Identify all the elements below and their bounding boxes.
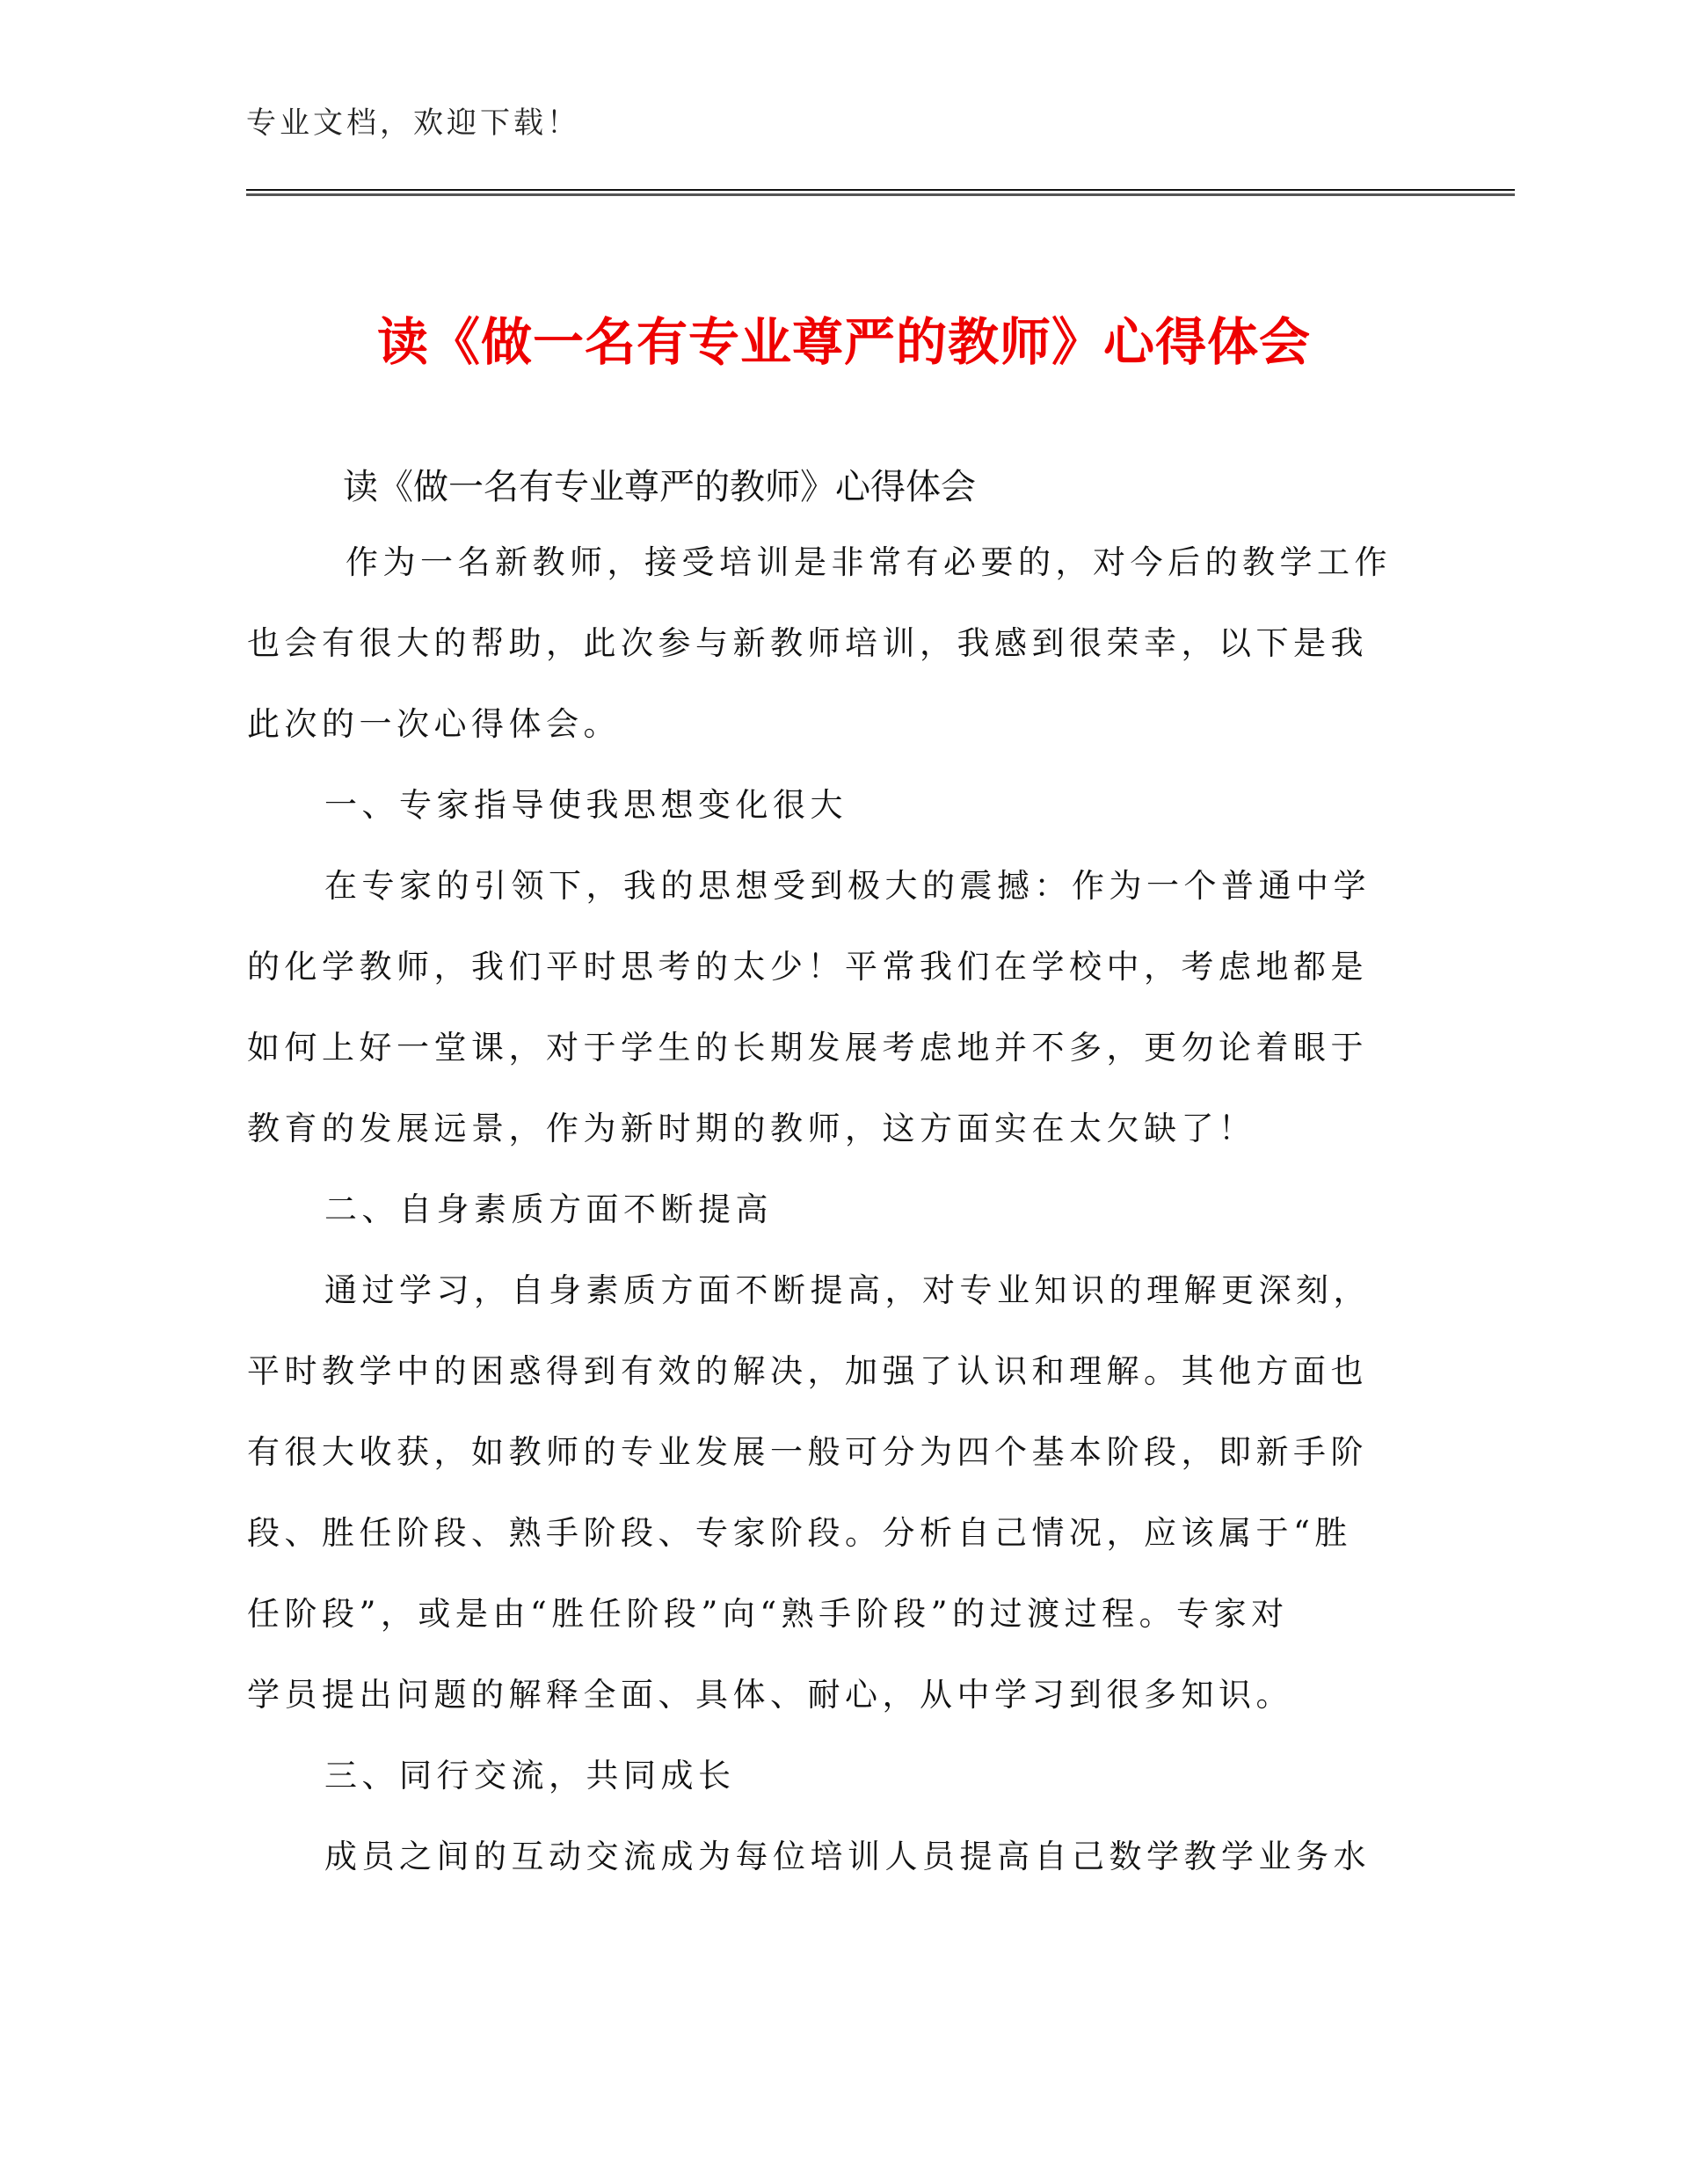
paragraph [247, 1736, 1408, 1816]
text-line: 二、自身素质方面不断提高 [324, 1190, 773, 1228]
paragraph [247, 522, 1408, 765]
text-line: 也会有很大的帮助，此次参与新教师培训，我感到很荣幸，以下是我 [247, 624, 1368, 662]
document-body [247, 522, 1408, 1897]
paragraph [247, 1169, 1408, 1250]
text-line: 三、同行交流，共同成长 [324, 1757, 736, 1795]
text-line: 教育的发展远景，作为新时期的教师，这方面实在太欠缺了！ [247, 1110, 1256, 1147]
paragraph [247, 1250, 1408, 1736]
text-line: 通过学习，自身素质方面不断提高，对专业知识的理解更深刻， [324, 1271, 1371, 1309]
text-line: 任阶段”，或是由“胜任阶段”向“熟手阶段”的过渡过程。专家对 [247, 1595, 1289, 1633]
text-line: 在专家的引领下，我的思想受到极大的震撼：作为一个普通中学 [324, 867, 1371, 905]
text-line: 学员提出问题的解释全面、具体、耐心，从中学习到很多知识。 [247, 1676, 1293, 1714]
text-line: 成员之间的互动交流成为每位培训人员提高自己数学教学业务水 [324, 1838, 1371, 1875]
header-divider-thick [246, 193, 1515, 196]
text-line: 此次的一次心得体会。 [247, 705, 621, 743]
paragraph [247, 846, 1408, 1169]
document-title: 读《做一名有专业尊严的教师》心得体会 [376, 312, 1311, 372]
text-line: 的化学教师，我们平时思考的太少！平常我们在学校中，考虑地都是 [247, 948, 1368, 986]
text-line: 一、专家指导使我思想变化很大 [324, 786, 848, 824]
text-line: 如何上好一堂课，对于学生的长期发展考虑地并不多，更勿论着眼于 [247, 1029, 1368, 1067]
page-header-text: 专业文档，欢迎下载！ [246, 106, 580, 141]
header-divider [246, 189, 1515, 191]
text-line: 平时教学中的困惑得到有效的解决，加强了认识和理解。其他方面也 [247, 1352, 1368, 1390]
document-subtitle: 读《做一名有专业尊严的教师》心得体会 [343, 467, 976, 507]
text-line: 作为一名新教师，接受培训是非常有必要的，对今后的教学工作 [346, 543, 1392, 581]
paragraph [247, 765, 1408, 846]
paragraph [247, 1816, 1408, 1897]
text-line: 段、胜任阶段、熟手阶段、专家阶段。分析自己情况，应该属于“胜 [247, 1514, 1352, 1552]
text-line: 有很大收获，如教师的专业发展一般可分为四个基本阶段，即新手阶 [247, 1433, 1368, 1471]
